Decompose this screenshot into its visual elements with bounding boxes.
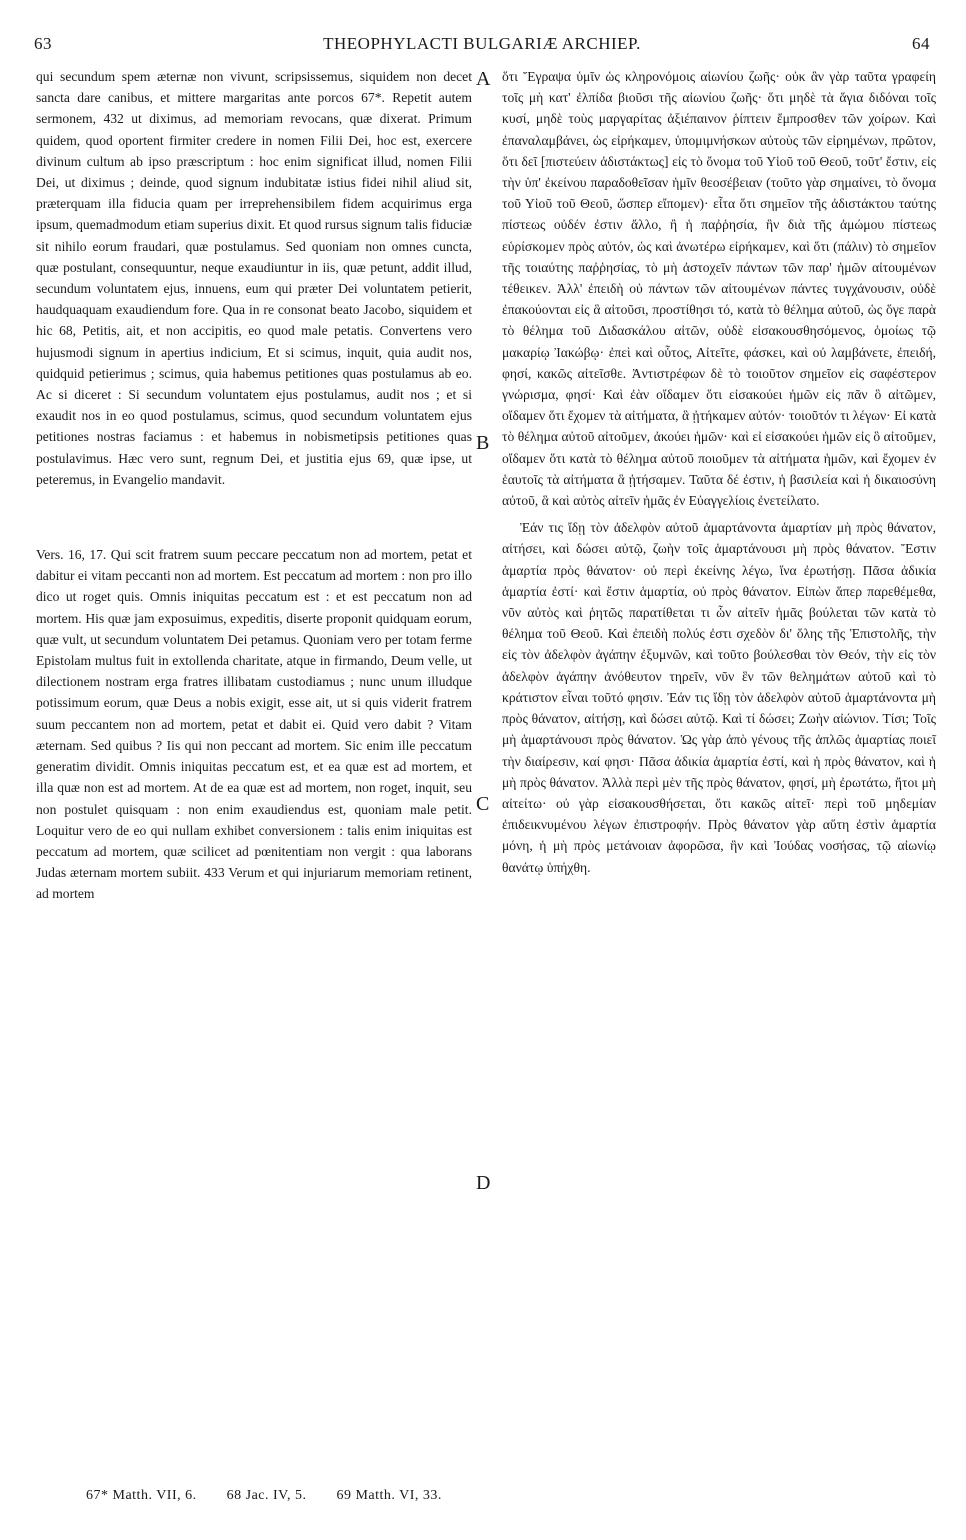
section-marker-a: A bbox=[476, 68, 491, 90]
latin-paragraph-1: qui secundum spem æternæ non vivunt, scripsissemus, siquidem non decet sancta dare canibus, et mittere margaritas ante porcos 67*. Repetit autem sermonem, 432 ut diximus, ad memoriam revocans, quæ dixerat. Primum quidem, quod oportent firmiter credere in nomen Filii Dei, hoc est, exercere divinum cultum ab ipso præscriptum : hoc enim significat illud, nomen Filii Dei, ut diximus ; deinde, quod signum indubitatæ istius fidei nihil aliud sit, præterquam illa fiducia quam per irreprehensibilem fidem acquirimus erga ipsum, quemadmodum etiam superius dixit. Et quod rursus signum talis fiduciæ sit nihilo eorum fraudari, quæ postulamus. Sed quoniam non omnes cuncta, quæ postulant, consequuntur, neque exaudiuntur in iis, quæ petunt, addit illud, secundum voluntatem ejus, innuens, eum qui præter Dei voluntatem petierit, haudquaquam exaudiendum fore. Qua in re consonat beato Jacobo, siquidem et hic 68, Petitis, ait, et non accipitis, eo quod male petatis. Convertens vero hujusmodi signum in apertius indicium, Et si scimus, inquit, quia audit nos, quidquid petierimus ; scimus, quia habemus petitiones quas postulamus ab eo. Ac si diceret : Si secundum voluntatem ejus postulamus, audit nos ; et si exaudit nos in eo quod postulamus, scimus, quod secundum voluntatem ejus petitiones nostras faciamus : et habemus in nobismetipsis petitiones quas postulavimus. Hæc vero sunt, regnum Dei, et justitia ejus 69, quæ ipse, ut peteremus, in Evangelio mandavit. bbox=[36, 69, 472, 487]
page-number-right: 64 bbox=[912, 34, 930, 53]
page-header bbox=[34, 34, 930, 62]
footnote-68: 68 Jac. IV, 5. bbox=[226, 1488, 307, 1503]
footnote-69: 69 Matth. VI, 33. bbox=[336, 1488, 442, 1503]
latin-paragraph-2: Vers. 16, 17. Qui scit fratrem suum peccare peccatum non ad mortem, petat et dabitur ei vitam peccanti non ad mortem. Est peccatum ad mortem : non pro illo dico ut roget quis. Omnis iniquitas peccatum est : et est peccatum non ad mortem. His quæ jam exposuimus, expeditis, diserte proponit quidquam eorum, quæ vult, ut secundum voluntatem Dei petamus. Quoniam vero per totam ferme Epistolam multus fuit in extollenda charitate, atque in firmando, Deum velle, ut dilectionem nostram erga fratres illibatam custodiamus ; nunc unum illudque potissimum eorum, quæ Deus a nobis exigit, esse ait, ut si quis viderit fratrem suum peccantem non ad mortem, petat et dabit ei. Quid vero dabit ? Vitam æternam. Sed quibus ? Iis qui non peccant ad mortem. Sic enim ille peccatum generatim dividit. Omnis iniquitas peccatum est, et ea quæ est ad mortem, et illa quæ non est ad mortem. At de ea quæ est ad mortem, non roget, inquit, seu non postulet quisquam : non enim exaudiendus est, quoniam male petit. Loquitur vero de eo qui nullam exhibet conversionem : talis enim iniquitas est peccatum ad mortem, quæ scilicet ad pœnitentiam non vergit : qua laborans Judas æternam mortem subiit. 433 Verum et qui injuriarum memoriam retinent, ad mortem bbox=[36, 547, 473, 902]
section-marker-b: B bbox=[476, 432, 490, 454]
running-title: THEOPHYLACTI BULGARIÆ ARCHIEP. bbox=[323, 34, 641, 53]
footnotes bbox=[86, 1488, 586, 1504]
section-marker-d: D bbox=[476, 1172, 491, 1194]
page-number-left: 63 bbox=[34, 34, 52, 53]
latin-column bbox=[36, 66, 472, 905]
greek-paragraph-1: ὅτι Ἔγραψα ὑμῖν ὡς κληρονόμοις αἰωνίου ζωῆς· οὐκ ἂν γὰρ ταῦτα γραφείη τοῖς μὴ κατ' ἐλπίδα βιοῦσι τῆς αἰωνίου ζωῆς· ὅτι μηδὲ τὰ ἅγια διδόναι τοῖς κυσί, μηδὲ τοὺς μαργαρίτας ἀξιέπαινον ῥίπτειν ἔμπροσθεν τῶν χοίρων. Καὶ ἐπαναλαμβάνει, ὡς εἰρήκαμεν, ὑπομιμνήσκων αὐτοὺς τῶν εἰρημένων, πρῶτον, ὅτι δεῖ [πιστεύειν ἀδιστάκτως] εἰς τὸ ὄνομα τοῦ Υἱοῦ τοῦ Θεοῦ, τοῦτ' ἔστιν, εἰς τὴν ὑπ' ἐκείνου παραδοθεῖσαν ἡμῖν θεοσέβειαν (τοῦτο γὰρ σημαίνει, τὸ ὄνομα τοῦ Υἱοῦ τοῦ Θεοῦ, ὥσπερ εἴπομεν)· εἶτα ὅτι σημεῖον τῆς ἀδιστάκτου ταύτης πίστεως οὐδέν ἐστιν ἄλλο, ἢ ἡ παῤῥησία, ἣν διὰ τῆς ἀμώμου πίστεως εὑρίσκομεν πρὸς αὐτόν, ὡς καὶ ἀνωτέρω εἰρήκαμεν, καὶ ὅτι (πάλιν) τὸ σημεῖον τῆς τοιαύτης παῤῥησίας, τὸ μὴ ἀστοχεῖν πάντων τῶν παρ' ἡμῶν αἰτουμένων τέθεικεν. Ἀλλ' ἐπειδὴ οὐ πάντων τῶν αἰτουμένων πάντες τυγχάνουσιν, οὐδὲ ἐπακούονται εἰς ἃ αἰτοῦσι, προστίθησι τό, κατὰ τὸ θέλημα αὐτοῦ, ὡς ὅγε παρὰ τὸ θέλημα τοῦ Διδασκάλου αἰτῶν, οὐδὲ εἰσακουσθησόμενος, ὁμοίως τῷ μακαρίῳ Ἰακώβῳ· ἐπεὶ καὶ οὗτος, Αἰτεῖτε, φάσκει, καὶ οὐ λαμβάνετε, ἐπειδή, φησί, κακῶς αἰτεῖσθε. Ἀντιστρέφων δὲ τὸ τοιοῦτον σημεῖον εἰς σαφέστερον γνώρισμα, φησί· Καὶ ἐὰν οἴδαμεν ὅτι εἰσακούει ἡμῶν εἰς πᾶν ὃ αἰτῶμεν, οἴδαμεν ὅτι ἔχομεν τὰ αἰτήματα, ἃ ᾐτήκαμεν αὐτόν· τοιοῦτόν τι λέγων· Εἰ κατὰ τὸ θέλημα αὐτοῦ αἰτοῦμεν, ἀκούει ἡμῶν· καὶ εἰ εἰσακούει ἡμῶν εἰς ὃ αἰτοῦμεν, οἴδαμεν ὅτι κατὰ τὸ θέλημα αὐτοῦ ποιοῦμεν τὰ αἰτήματα ἡμῶν, καὶ ἔχομεν ἐν ἑαυτοῖς τὰ αἰτήματα ἃ ᾐτήσαμεν. Ταῦτα δέ ἐστιν, ἡ βασιλεία καὶ ἡ δικαιοσύνη αὐτοῦ, ἃ καὶ αὐτὸς αἰτεῖν ἡμᾶς ἐν Εὐαγγελίοις ἐνετείλατο. bbox=[502, 69, 936, 509]
greek-paragraph-2: Ἐάν τις ἴδῃ τὸν ἀδελφὸν αὐτοῦ ἁμαρτάνοντα ἁμαρτίαν μὴ πρὸς θάνατον, αἰτήσει, καὶ δώσει αὐτῷ, ζωὴν τοῖς ἁμαρτάνουσι μὴ πρὸς θάνατον. Ἔστιν ἁμαρτία πρὸς θάνατον· οὐ περὶ ἐκείνης λέγω, ἵνα ἐρωτήσῃ. Πᾶσα ἀδικία ἁμαρτία ἐστί· καὶ ἔστιν ἁμαρτία, οὐ πρὸς θάνατον. Εἰπὼν ἅπερ παρεθέμεθα, νῦν αὐτὸς καὶ ῥητῶς παρατίθεται τι ὧν αἰτεῖν ἡμᾶς βούλεται τῶν κατὰ τὸ θέλημα τοῦ Θεοῦ. Καὶ ἐπειδὴ πολύς ἐστι σχεδὸν δι' ὅλης τῆς Ἐπιστολῆς, τὴν εἰς τὸν ἀδελφὸν ἀγάπην ἐξυμνῶν, καὶ τοῦτο βούλεσθαι τὸν Θεόν, τὴν εἰς τὸν ἀδελφὸν ἀγάπην ἀνόθευτον τηρεῖν, νῦν ἓν τῶν θελημάτων αὐτοῦ καὶ τὸ κράτιστον εἶναι τοῦτό φησιν. Ἐάν τις ἴδῃ τὸν ἀδελφὸν αὐτοῦ ἁμαρτάνοντα μὴ πρὸς θάνατον, αἰτήσῃ, καὶ δώσει αὐτῷ. Καὶ τί δώσει; Ζωὴν αἰώνιον. Τίσι; Τοῖς μὴ ἁμαρτάνουσι πρὸς θάνατον. Ὡς γὰρ ἀπὸ γένους τῆς ἁπλῶς ἁμαρτίας ποιεῖ τὴν διαίρεσιν, καί φησι· Πᾶσα ἀδικία ἁμαρτία ἐστί, καὶ ἡ πρὸς θάνατον, καὶ ἡ μὴ πρὸς θάνατον. Ἀλλὰ περὶ μὲν τῆς πρὸς θάνατον, φησί, μὴ ἐρωτάτω, ἤτοι μὴ αἰτείτω· οὐ γὰρ εἰσακουσθήσεται, ὅτι κακῶς αἰτεῖ· περὶ τοῦ μηδεμίαν ἐπιδεικνυμένου λέγων ἐπιστροφήν. Πρὸς θάνατον γὰρ αὕτη ἐστὶν ἁμαρτία μόνη, ἡ μὴ πρὸς μετάνοιαν ἀφορῶσα, ἣν καὶ Ἰούδας νοσήσας, τῷ αἰωνίῳ θανάτῳ ὑπήχθη. bbox=[502, 520, 936, 875]
footnote-67: 67* Matth. VII, 6. bbox=[86, 1488, 197, 1503]
section-marker-c: C bbox=[476, 793, 490, 815]
greek-column bbox=[502, 66, 936, 878]
